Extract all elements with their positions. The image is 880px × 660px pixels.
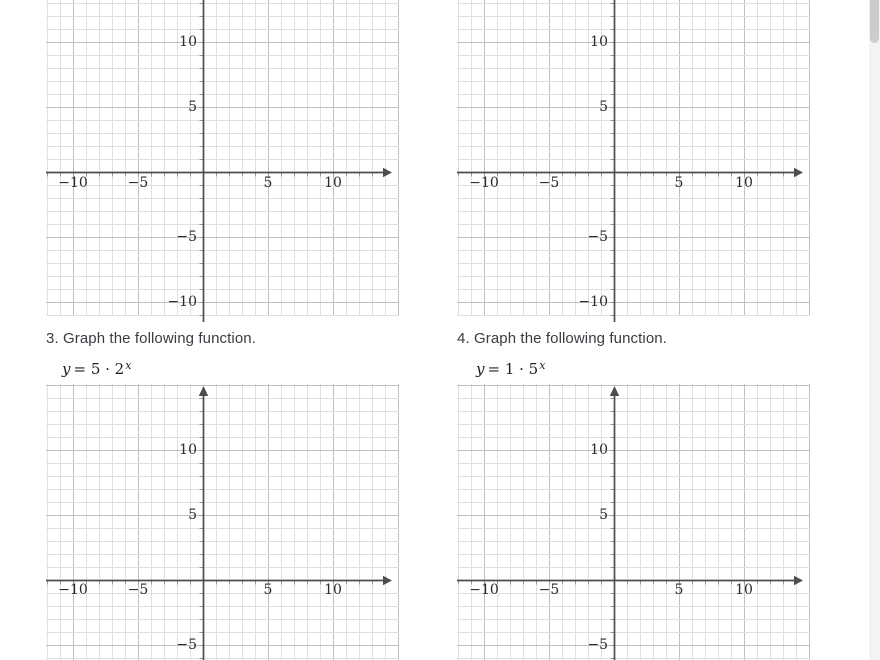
y-tick-label: −10 [578, 294, 608, 310]
y-tick-label: −10 [167, 294, 197, 310]
x-tick-label: 5 [674, 582, 684, 598]
x-tick-label: −10 [58, 582, 88, 598]
y-tick-label: −5 [587, 637, 608, 653]
y-tick-label: 5 [188, 99, 197, 115]
x-tick-label: 10 [324, 175, 342, 191]
x-tick-label: −5 [127, 582, 149, 598]
y-tick-label: −5 [176, 229, 197, 245]
equation-body: = 1 · 5 [487, 360, 539, 378]
x-tick-label: 5 [674, 175, 684, 191]
equation-variable: y [476, 360, 485, 378]
coordinate-grid-canvas [46, 384, 399, 660]
x-tick-label: −10 [469, 175, 499, 191]
problem-4-equation [476, 360, 545, 380]
problem-3-equation [62, 360, 131, 380]
equation-variable: y [62, 360, 71, 378]
coordinate-grid-canvas [46, 0, 399, 322]
x-tick-label: −5 [538, 175, 560, 191]
coordinate-grid-canvas [457, 384, 810, 660]
grid-top-right [457, 0, 810, 322]
coordinate-grid-canvas [457, 0, 810, 322]
equation-exponent: x [539, 359, 546, 372]
y-tick-label: 10 [590, 34, 608, 50]
y-tick-label: 10 [590, 442, 608, 458]
y-tick-label: 5 [599, 507, 608, 523]
x-tick-label: −5 [538, 582, 560, 598]
x-tick-label: −10 [469, 582, 499, 598]
y-tick-label: −5 [176, 637, 197, 653]
equation-exponent: x [125, 359, 132, 372]
problem-4-label: 4. Graph the following function. [457, 330, 667, 347]
x-tick-label: −5 [127, 175, 149, 191]
x-tick-label: 5 [263, 175, 273, 191]
grid-problem-3 [46, 384, 399, 660]
equation-body: = 5 · 2 [73, 360, 125, 378]
y-tick-label: −5 [587, 229, 608, 245]
x-tick-label: 5 [263, 582, 273, 598]
x-tick-label: 10 [735, 582, 753, 598]
x-tick-label: 10 [324, 582, 342, 598]
y-tick-label: 10 [179, 34, 197, 50]
grid-top-left [46, 0, 399, 322]
y-tick-label: 5 [188, 507, 197, 523]
scrollbar-track[interactable] [869, 0, 880, 660]
y-tick-label: 10 [179, 442, 197, 458]
x-tick-label: 10 [735, 175, 753, 191]
x-tick-label: −10 [58, 175, 88, 191]
y-tick-label: 5 [599, 99, 608, 115]
scrollbar-thumb[interactable] [870, 0, 879, 43]
problem-3-label: 3. Graph the following function. [46, 330, 256, 347]
grid-problem-4 [457, 384, 810, 660]
